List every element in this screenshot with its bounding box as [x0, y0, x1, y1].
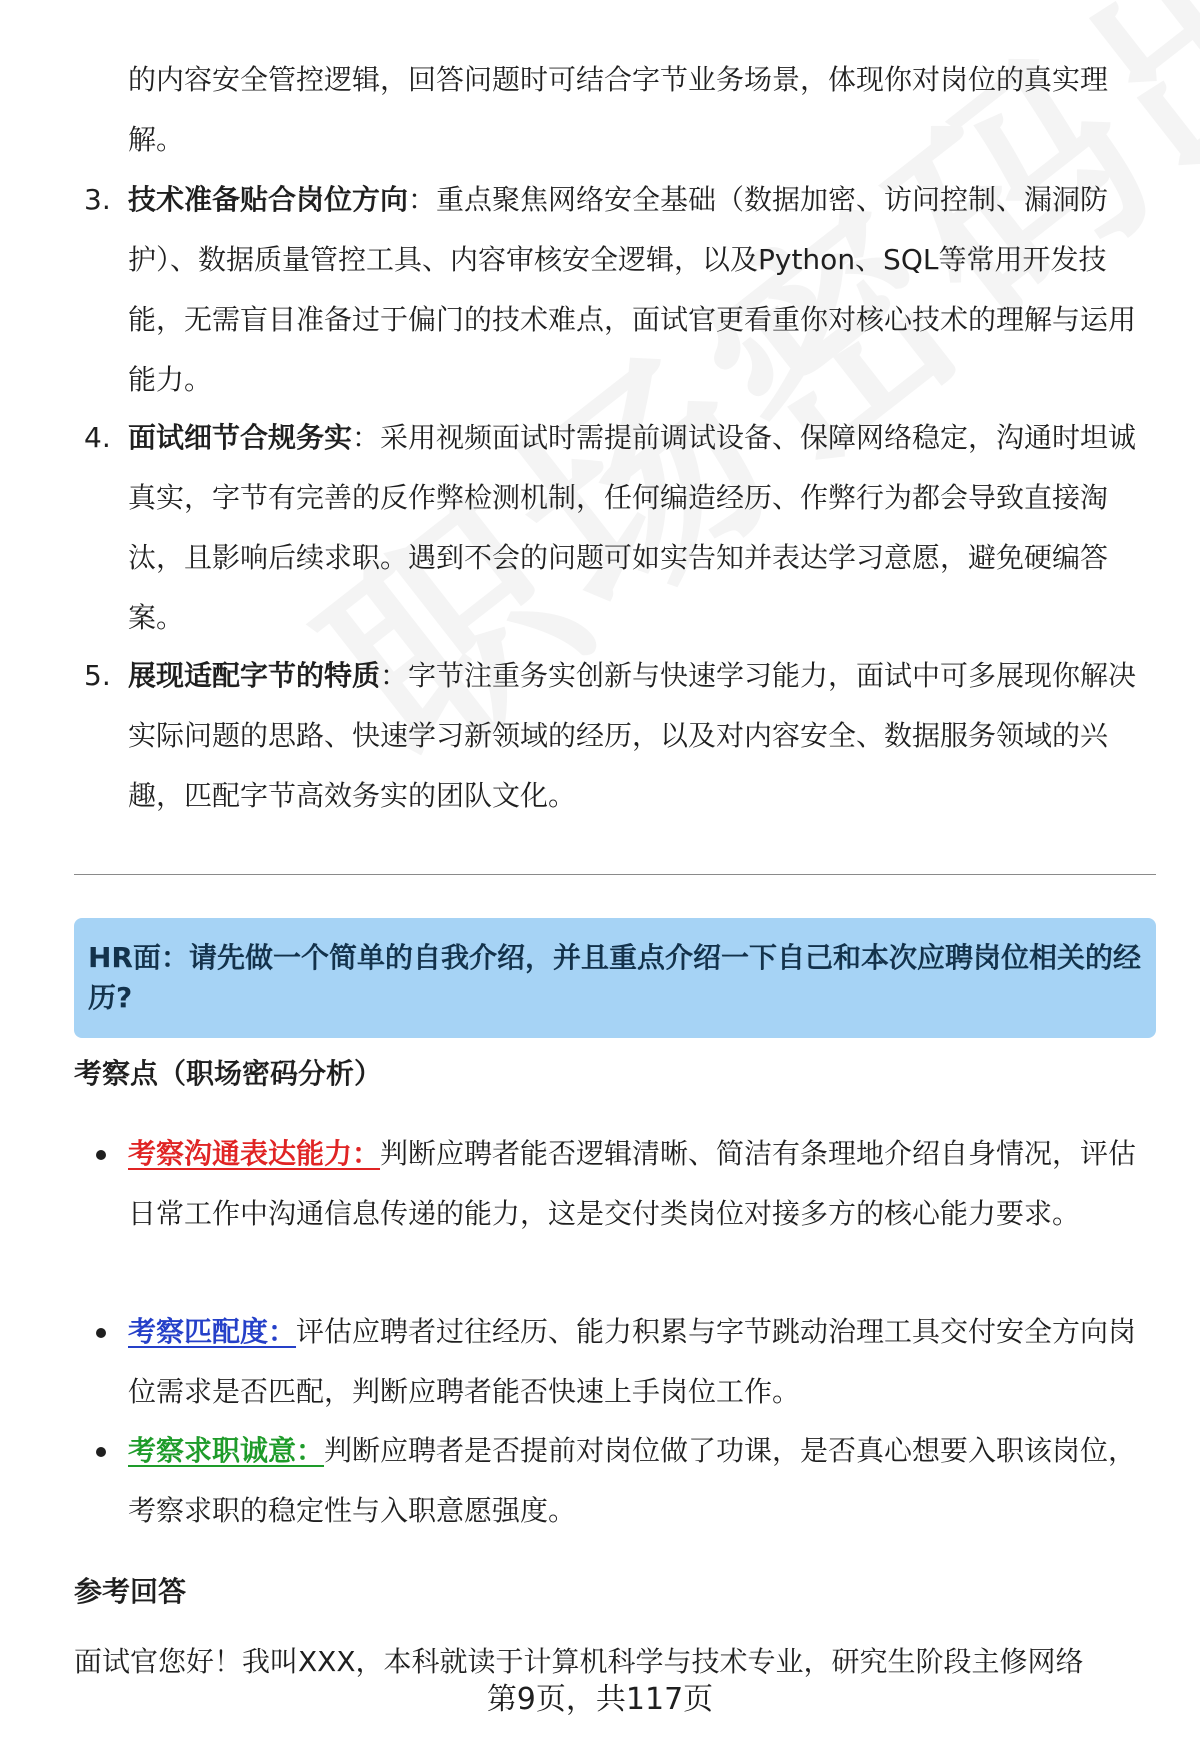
bullet-dot: [96, 1447, 106, 1457]
assessment-text: 评估应聘者过往经历、能力积累与字节跳动治理工具交付安全方向岗位需求是否匹配，判断应聘者能否快速上手岗位工作。: [128, 1315, 1137, 1408]
assessment-tag: 考察求职诚意：: [128, 1434, 325, 1467]
tip-text: ：采用视频面试时需提前调试设备、保障网络稳定，沟通时坦诚真实，字节有完善的反作弊检测机制，任何编造经历、作弊行为都会导致直接淘汰，且影响后续求职。遇到不会的问题可如实告知并表达学习意愿，避免硬编答案。: [128, 421, 1137, 634]
tip-title: 面试细节合规务实: [128, 421, 353, 454]
assessment-point-sincerity: [96, 1421, 1160, 1541]
assessment-text: 判断应聘者能否逻辑清晰、简洁有条理地介绍自身情况，评估日常工作中沟通信息传递的能力，这是交付类岗位对接多方的核心能力要求。: [128, 1137, 1137, 1230]
assessment-point-match: [96, 1302, 1160, 1422]
tip-title: 技术准备贴合岗位方向: [128, 183, 409, 216]
tip-number: 3.: [84, 183, 111, 216]
page-footer: 第9页，共117页: [486, 1682, 714, 1717]
assessment-tag: 考察沟通表达能力：: [128, 1137, 381, 1170]
tip-item-5: [84, 646, 1160, 826]
bullet-dot: [96, 1150, 106, 1160]
assessment-tag: 考察匹配度：: [128, 1315, 297, 1348]
tip-item-4: [84, 408, 1160, 648]
assessment-text: 判断应聘者是否提前对岗位做了功课，是否真心想要入职该岗位，考察求职的稳定性与入职意愿强度。: [128, 1434, 1137, 1527]
interview-question-box: HR面：请先做一个简单的自我介绍，并且重点介绍一下自己和本次应聘岗位相关的经历?: [74, 918, 1156, 1038]
tip-title: 展现适配字节的特质: [128, 659, 381, 692]
assessment-point-communication: [96, 1124, 1160, 1244]
section-divider: [74, 874, 1156, 875]
answer-text: 面试官您好！我叫XXX，本科就读于计算机科学与技术专业，研究生阶段主修网络: [74, 1645, 1084, 1678]
tip-number: 4.: [84, 421, 111, 454]
tip-number: 5.: [84, 659, 111, 692]
tip-item-3: [84, 170, 1160, 410]
assessment-heading: 考察点（职场密码分析）: [74, 1057, 383, 1090]
tip-text: ：字节注重务实创新与快速学习能力，面试中可多展现你解决实际问题的思路、快速学习新领域的经历，以及对内容安全、数据服务领域的兴趣，匹配字节高效务实的团队文化。: [128, 659, 1137, 812]
bullet-dot: [96, 1328, 106, 1338]
answer-heading: 参考回答: [74, 1575, 187, 1608]
tip-text: ：重点聚焦网络安全基础（数据加密、访问控制、漏洞防护）、数据质量管控工具、内容审核安全逻辑，以及Python、SQL等常用开发技能，无需盲目准备过于偏门的技术难点，面试官更看重你对核心技术的理解与运用能力。: [128, 183, 1137, 396]
intro-paragraph-tail: 的内容安全管控逻辑，回答问题时可结合字节业务场景，体现你对岗位的真实理解。: [128, 63, 1109, 156]
